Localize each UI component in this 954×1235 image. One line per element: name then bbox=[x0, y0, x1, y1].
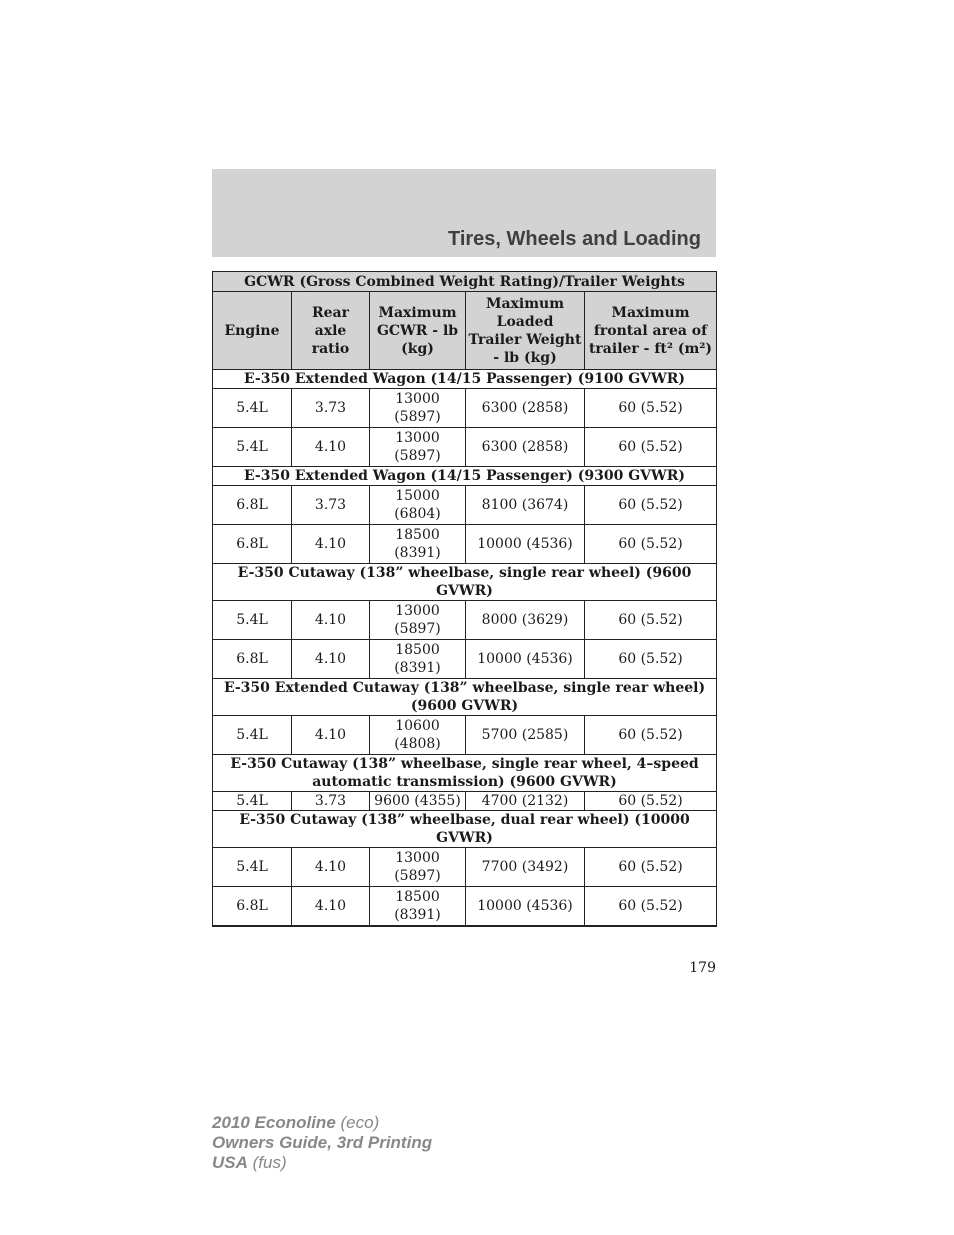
table-cell: 60 (5.52) bbox=[585, 887, 717, 927]
table-cell: 18500 (8391) bbox=[370, 525, 466, 564]
table-cell: 4.10 bbox=[292, 887, 370, 927]
section-header-band bbox=[212, 169, 716, 257]
table-cell: 10000 (4536) bbox=[466, 640, 585, 679]
table-cell: 5700 (2585) bbox=[466, 716, 585, 755]
table-cell: 6.8L bbox=[213, 640, 292, 679]
column-header: Maximum frontal area of trailer - ft² (m²) bbox=[585, 292, 717, 370]
table-cell: 60 (5.52) bbox=[585, 428, 717, 467]
table-cell: 13000 (5897) bbox=[370, 428, 466, 467]
table-cell: 13000 (5897) bbox=[370, 601, 466, 640]
table-cell: 10000 (4536) bbox=[466, 887, 585, 927]
table-cell: 4700 (2132) bbox=[466, 792, 585, 811]
table-cell: 7700 (3492) bbox=[466, 848, 585, 887]
table-cell: 6.8L bbox=[213, 525, 292, 564]
table-cell: 6300 (2858) bbox=[466, 428, 585, 467]
table-cell: 5.4L bbox=[213, 716, 292, 755]
table-cell: 60 (5.52) bbox=[585, 716, 717, 755]
footer-line-3 bbox=[212, 1153, 432, 1173]
table-cell: 10000 (4536) bbox=[466, 525, 585, 564]
table-cell: 6.8L bbox=[213, 486, 292, 525]
table-cell: 3.73 bbox=[292, 792, 370, 811]
table-cell: 6.8L bbox=[213, 887, 292, 927]
section-heading: E-350 Cutaway (138” wheelbase, single rear wheel) (9600 GVWR) bbox=[213, 564, 717, 601]
footer-region-code: (fus) bbox=[247, 1153, 287, 1172]
table-cell: 18500 (8391) bbox=[370, 887, 466, 927]
table-cell: 4.10 bbox=[292, 716, 370, 755]
column-header: Maximum GCWR - lb (kg) bbox=[370, 292, 466, 370]
table-title: GCWR (Gross Combined Weight Rating)/Trailer Weights bbox=[213, 272, 717, 292]
table-cell: 5.4L bbox=[213, 428, 292, 467]
column-header: Rear axle ratio bbox=[292, 292, 370, 370]
footer-guide: Owners Guide, 3rd Printing bbox=[212, 1133, 433, 1152]
page-number: 179 bbox=[689, 960, 716, 976]
table-cell: 60 (5.52) bbox=[585, 389, 717, 428]
column-header: Engine bbox=[213, 292, 292, 370]
table-cell: 15000 (6804) bbox=[370, 486, 466, 525]
footer-line-2 bbox=[212, 1133, 432, 1153]
table-cell: 4.10 bbox=[292, 640, 370, 679]
footer-model: 2010 Econoline bbox=[212, 1113, 336, 1132]
table-cell: 60 (5.52) bbox=[585, 486, 717, 525]
section-heading: E-350 Extended Wagon (14/15 Passenger) (9300 GVWR) bbox=[213, 467, 717, 486]
table-cell: 8000 (3629) bbox=[466, 601, 585, 640]
table-cell: 4.10 bbox=[292, 525, 370, 564]
section-title: Tires, Wheels and Loading bbox=[447, 228, 701, 250]
section-heading: E-350 Cutaway (138” wheelbase, dual rear wheel) (10000 GVWR) bbox=[213, 811, 717, 848]
table-cell: 3.73 bbox=[292, 389, 370, 428]
table-cell: 60 (5.52) bbox=[585, 848, 717, 887]
table-cell: 10600 (4808) bbox=[370, 716, 466, 755]
table-cell: 4.10 bbox=[292, 428, 370, 467]
table-cell: 60 (5.52) bbox=[585, 640, 717, 679]
table-cell: 4.10 bbox=[292, 848, 370, 887]
table-cell: 9600 (4355) bbox=[370, 792, 466, 811]
column-header: Maximum Loaded Trailer Weight - lb (kg) bbox=[466, 292, 585, 370]
table-cell: 60 (5.52) bbox=[585, 792, 717, 811]
table-cell: 13000 (5897) bbox=[370, 389, 466, 428]
gcwr-table bbox=[212, 271, 717, 927]
table-cell: 8100 (3674) bbox=[466, 486, 585, 525]
table-cell: 13000 (5897) bbox=[370, 848, 466, 887]
table-cell: 60 (5.52) bbox=[585, 601, 717, 640]
table-cell: 5.4L bbox=[213, 389, 292, 428]
table-cell: 4.10 bbox=[292, 601, 370, 640]
document-footer bbox=[212, 1113, 432, 1173]
table-cell: 18500 (8391) bbox=[370, 640, 466, 679]
footer-line-1 bbox=[212, 1113, 432, 1133]
table-cell: 60 (5.52) bbox=[585, 525, 717, 564]
section-heading: E-350 Extended Wagon (14/15 Passenger) (9100 GVWR) bbox=[213, 370, 717, 389]
table-cell: 5.4L bbox=[213, 848, 292, 887]
section-heading: E-350 Extended Cutaway (138” wheelbase, single rear wheel) (9600 GVWR) bbox=[213, 679, 717, 716]
table-cell: 3.73 bbox=[292, 486, 370, 525]
table-cell: 6300 (2858) bbox=[466, 389, 585, 428]
section-heading: E-350 Cutaway (138” wheelbase, single rear wheel, 4–speed automatic transmission) (9600 GVWR) bbox=[213, 755, 717, 792]
footer-model-code: (eco) bbox=[335, 1113, 380, 1132]
footer-region: USA bbox=[212, 1153, 248, 1172]
table-cell: 5.4L bbox=[213, 601, 292, 640]
table-cell: 5.4L bbox=[213, 792, 292, 811]
